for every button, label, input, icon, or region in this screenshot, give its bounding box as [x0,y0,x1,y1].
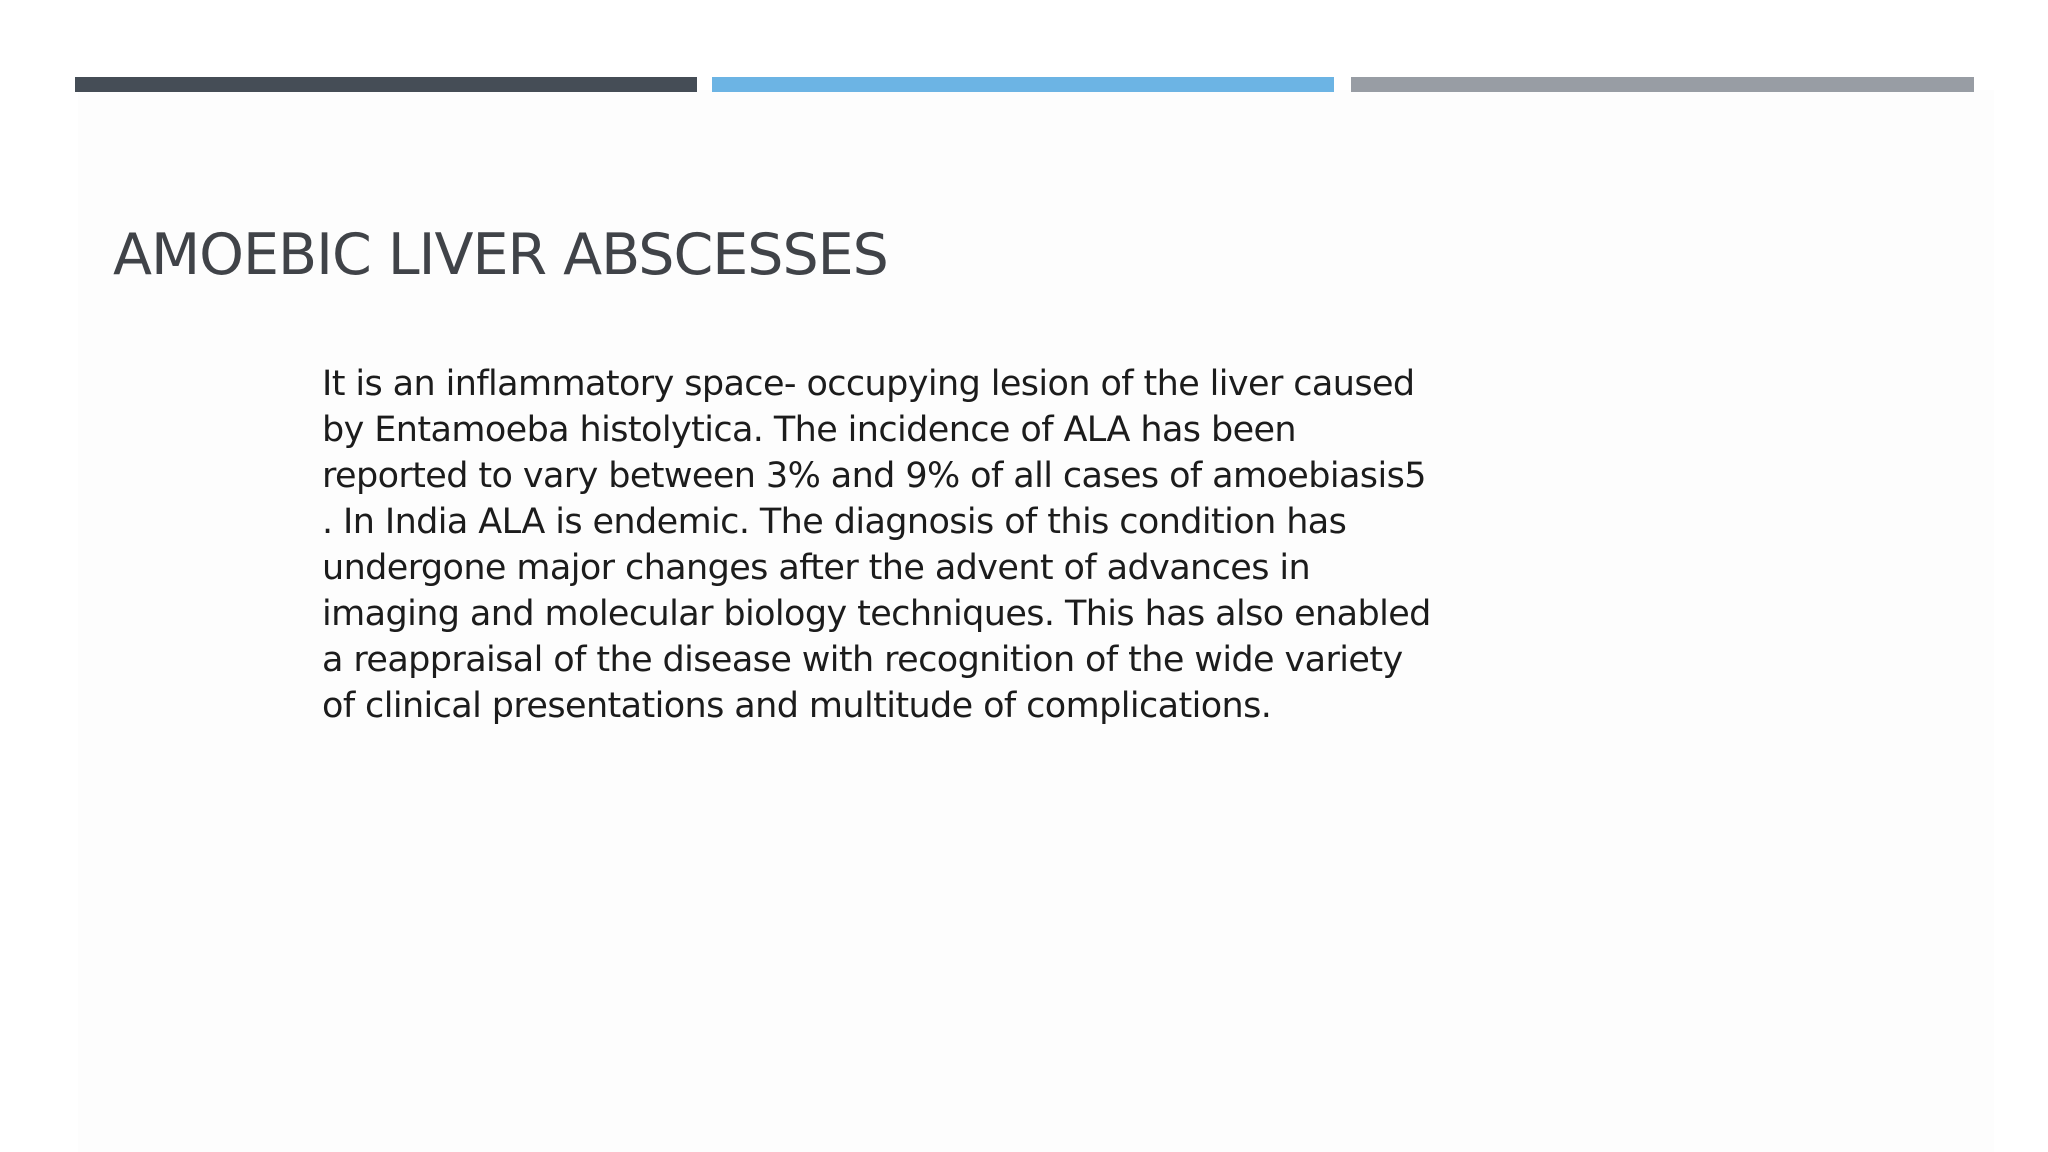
slide-title: AMOEBIC LIVER ABSCESSES [113,222,888,288]
accent-bar-blue [712,77,1334,92]
slide-body-text: It is an inflammatory space- occupying lesion of the liver caused by Entamoeba histolytica. The incidence of ALA has been reported to vary between 3% and 9% of all cases of amoebiasis5 . In India ALA is endemic. The diagnosis of this condition has undergone major changes after the advent of advances in imaging and molecular biology techniques. This has also enabled a reappraisal of the disease with recognition of the wide variety of clinical presentations and multitude of complications. [322,364,1431,726]
accent-bar-gray [1351,77,1974,92]
accent-bar-dark [75,77,697,92]
